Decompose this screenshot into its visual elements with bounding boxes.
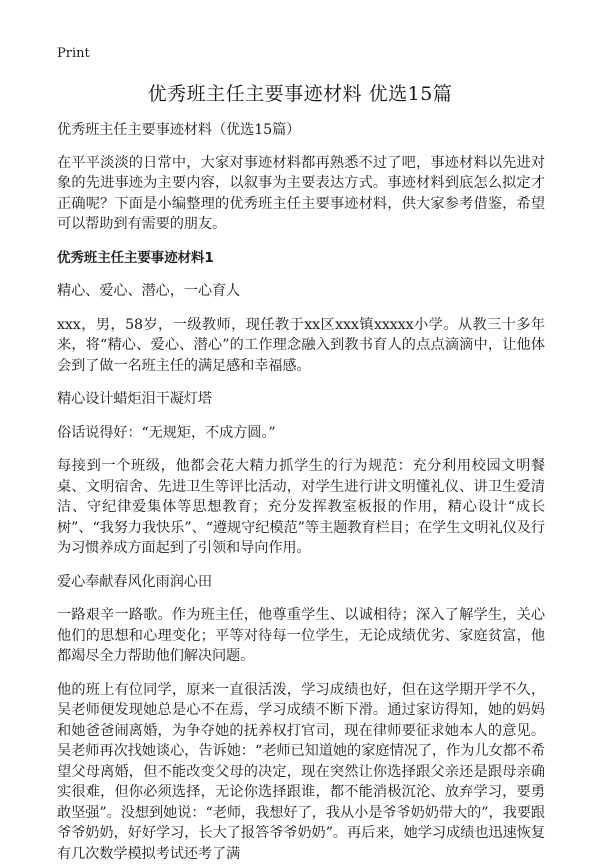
body-paragraph-1: 每接到一个班级，他都会花大精力抓学生的行为规范：充分利用校园文明餐桌、文明宿舍、先进卫生等评比活动，对学生进行讲文明懂礼仪、讲卫生爱清洁、守纪律爱集体等思想教育；充分发挥教室板报的作用，精心设计“成长树”、“我努力我快乐”、“遵规守纪模范”等主题教育栏目；在学生文明礼仪及行为习惯养成方面起到了引领和导向作用。 (57, 456, 545, 559)
bio-paragraph: xxx，男，58岁，一级教师，现任教于xx区xxx镇xxxxx小学。从教三十多年来，将“精心、爱心、潜心”的工作理念融入到教书育人的点点滴滴中，让他体会到了做一名班主任的满足感和幸福感。 (57, 315, 545, 377)
subheading-1: 精心设计蜡炬泪干凝灯塔 (57, 389, 545, 410)
section-heading: 优秀班主任主要事迹材料1 (57, 248, 545, 269)
document-body (57, 120, 545, 864)
intro-paragraph: 在平平淡淡的日常中，大家对事迹材料都再熟悉不过了吧，事迹材料以先进对象的先进事迹为主要内容，以叙事为主要表达方式。事迹材料到底怎么拟定才正确呢？下面是小编整理的优秀班主任主要事迹材料，供大家参考借鉴，希望可以帮助到有需要的朋友。 (57, 153, 545, 235)
print-link[interactable]: Print (57, 46, 90, 61)
proverb-line: 俗话说得好：“无规矩，不成方圆。” (57, 423, 545, 444)
motto-line: 精心、爱心、潜心，一心育人 (57, 281, 545, 302)
body-paragraph-2: 一路艰辛一路歌。作为班主任，他尊重学生、以诚相待；深入了解学生，关心他们的思想和心理变化；平等对待每一位学生，无论成绩优劣、家庭贫富，他都竭尽全力帮助他们解决问题。 (57, 605, 545, 667)
document-title: 优秀班主任主要事迹材料 优选15篇 (0, 79, 600, 106)
subheading-2: 爱心奉献春风化雨润心田 (57, 572, 545, 593)
document-subtitle: 优秀班主任主要事迹材料（优选15篇） (57, 120, 545, 141)
body-paragraph-3: 他的班上有位同学，原来一直很活泼，学习成绩也好，但在这学期开学不久，吴老师便发现她总是心不在焉，学习成绩不断下滑。通过家访得知，她的妈妈和她爸爸闹离婚，为争夺她的抚养权打官司，现在律师要征求她本人的意见。吴老师再次找她谈心，告诉她：“老师已知道她的家庭情况了，作为儿女都不希望父母离婚，但不能改变父母的决定，现在突然让你选择跟父亲还是跟母亲确实很难，但你必须选择，无论你选择跟谁，都不能消极沉沦、放弃学习，要勇敢坚强”。没想到她说：“老师，我想好了，我从小是爷爷奶奶带大的”，我要跟爷爷奶奶，好好学习，长大了报答爷爷奶奶”。再后来，她学习成绩也迅速恢复有几次数学模拟考试还考了满 (57, 680, 545, 864)
